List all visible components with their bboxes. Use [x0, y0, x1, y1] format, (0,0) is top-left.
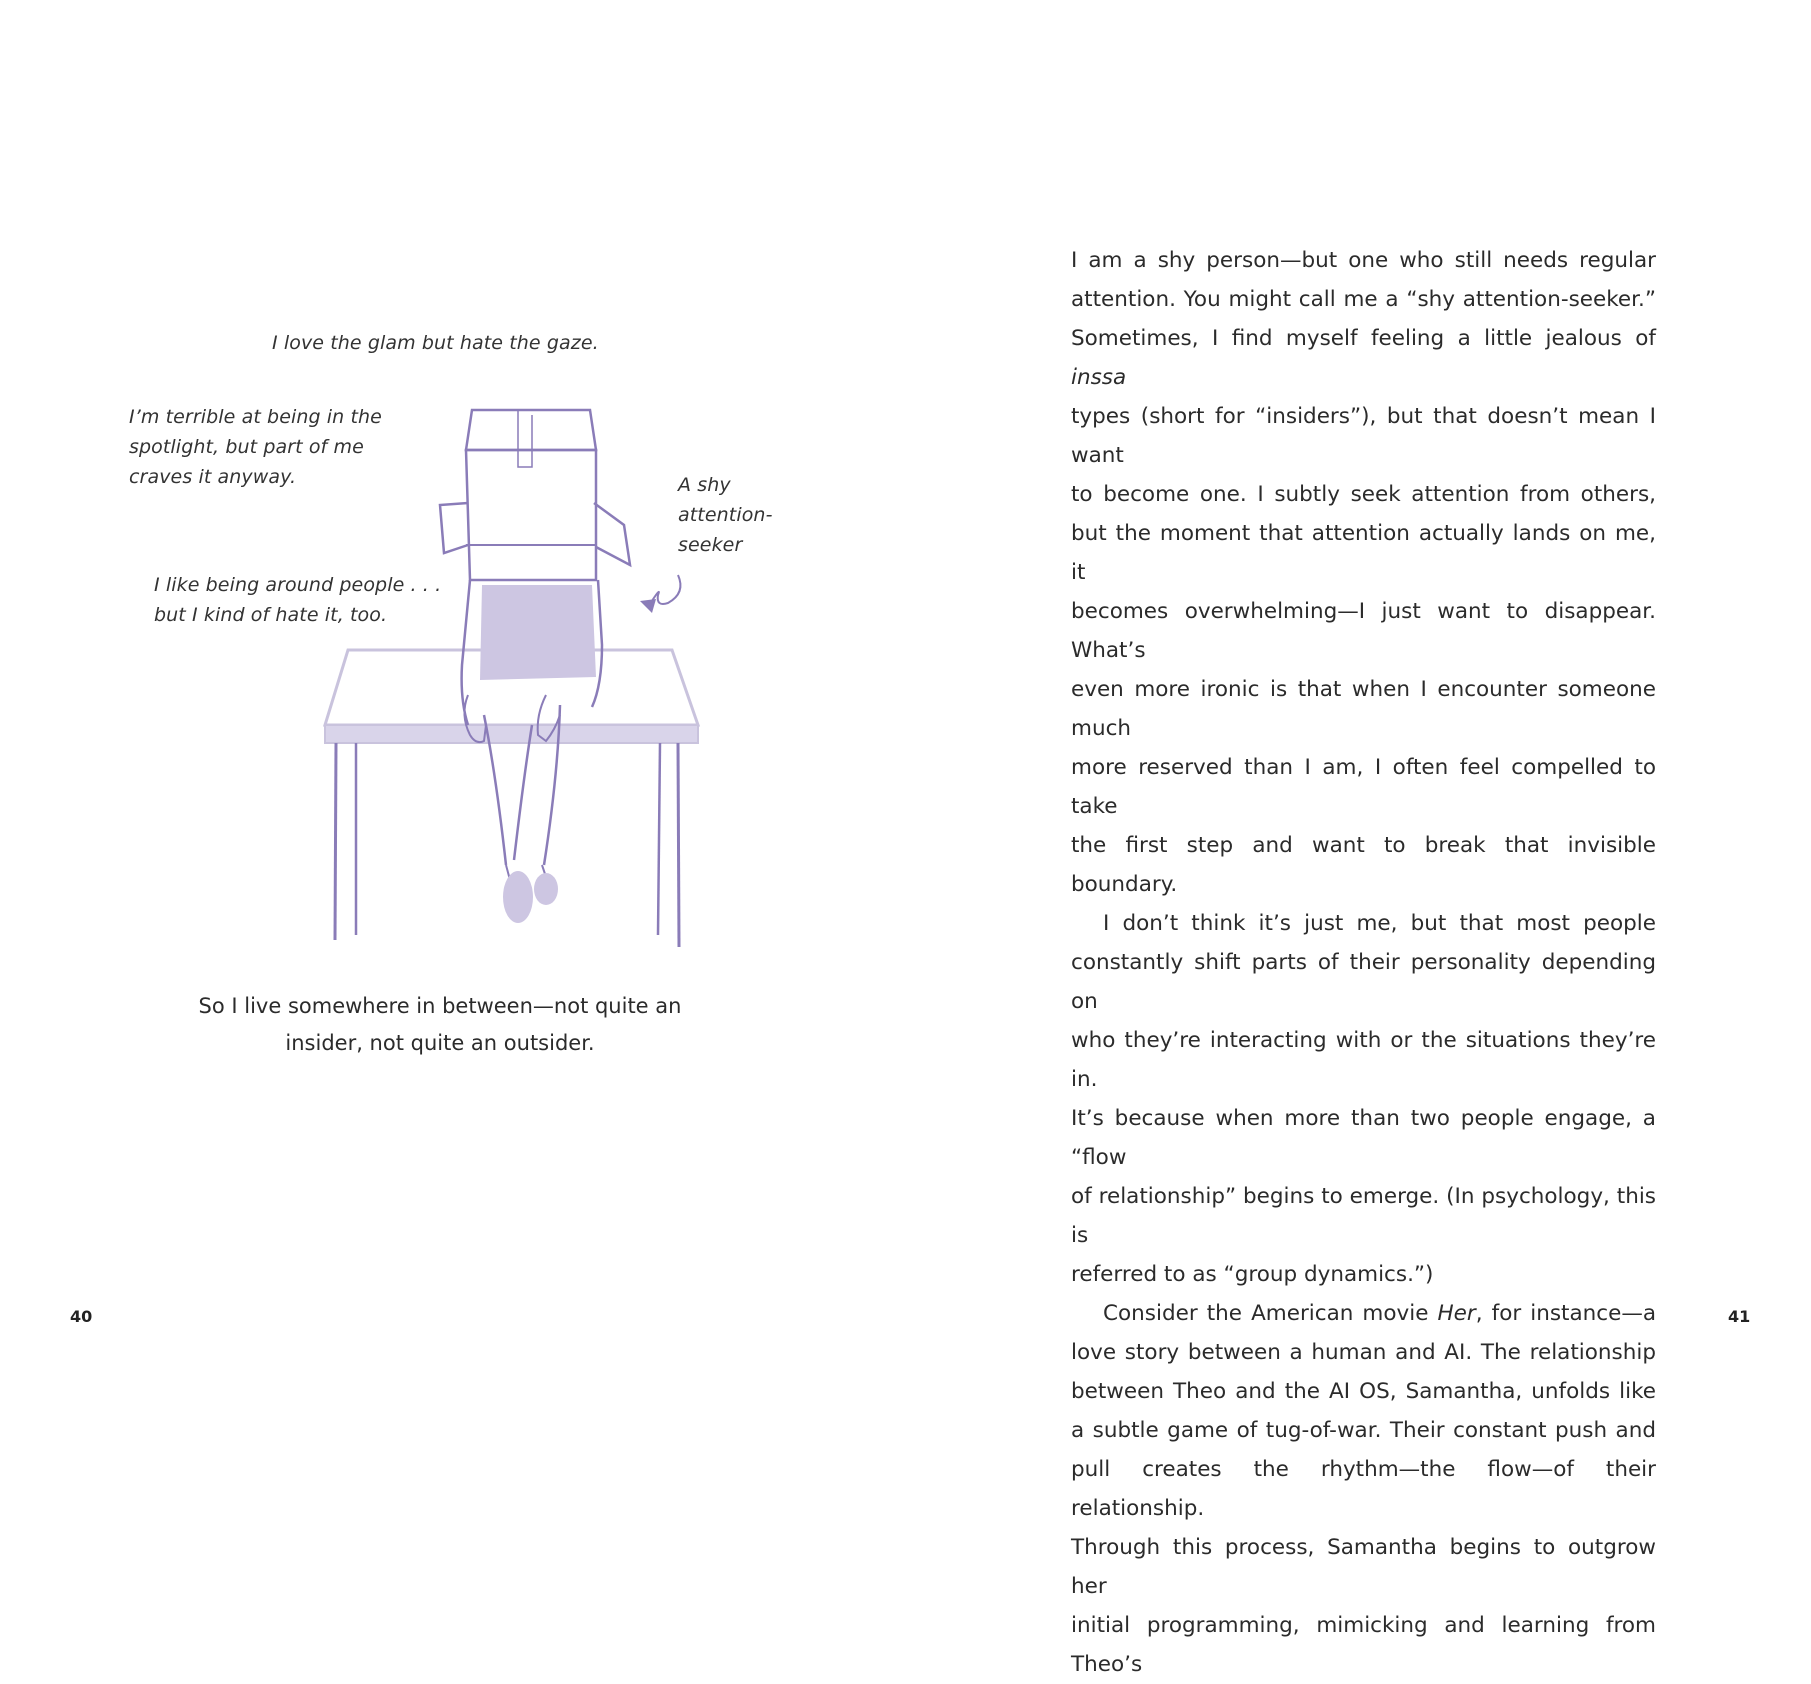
left-page [0, 0, 905, 1399]
caption-line: but I kind of hate it, too. [154, 604, 388, 626]
body-line: even more ironic is that when I encounter someone much [1071, 677, 1656, 741]
body-line: attention. You might call me a “shy attention-seeker.” [1071, 287, 1656, 312]
body-line: Through this process, Samantha begins to outgrow her [1071, 1535, 1656, 1599]
italic-term: Her [1437, 1301, 1476, 1326]
caption-line: insider, not quite an outsider. [285, 1031, 595, 1055]
caption-line: I like being around people . . . [154, 574, 442, 596]
body-line [1071, 1294, 1656, 1333]
body-line: of relationship” begins to emerge. (In psychology, this is [1071, 1184, 1656, 1248]
cardboard-box-head [440, 410, 630, 580]
caption-glam-gaze: I love the glam but hate the gaze. [272, 332, 599, 354]
body-line: between Theo and the AI OS, Samantha, unfolds like [1071, 1379, 1656, 1404]
text-segment: Consider the American movie [1103, 1301, 1438, 1326]
caption-line: So I live somewhere in between—not quite an [198, 994, 682, 1018]
body-line: types (short for “insiders”), but that doesn’t mean I want [1071, 404, 1656, 468]
body-line: love story between a human and AI. The relationship [1071, 1340, 1656, 1365]
body-line: but the moment that attention actually lands on me, it [1071, 521, 1656, 585]
body-line: more reserved than I am, I often feel compelled to take [1071, 755, 1656, 819]
body-line: who they’re interacting with or the situations they’re in. [1071, 1028, 1656, 1092]
body-line [1071, 319, 1656, 397]
caption-line: craves it anyway. [129, 466, 297, 488]
body-line: referred to as “group dynamics.”) [1071, 1262, 1434, 1287]
caption-line: A shy [678, 474, 731, 496]
person [462, 580, 602, 923]
body-line: initial programming, mimicking and learning from Theo’s [1071, 1613, 1656, 1677]
italic-term: inssa [1071, 365, 1127, 390]
body-line: a subtle game of tug-of-war. Their constant push and [1071, 1418, 1656, 1443]
body-line: constantly shift parts of their personality depending on [1071, 950, 1656, 1014]
illustration-box-head-person-on-table [300, 395, 720, 965]
body-line: It’s because when more than two people engage, a “flow [1071, 1106, 1656, 1170]
body-line: I am a shy person—but one who still needs regular [1071, 248, 1656, 273]
caption-line: spotlight, but part of me [129, 436, 364, 458]
arrow-head-icon [640, 599, 656, 613]
page-number: 41 [1728, 1307, 1751, 1326]
body-line: pull creates the rhythm—the flow—of their relationship. [1071, 1457, 1656, 1521]
body-line: to become one. I subtly seek attention from others, [1071, 482, 1656, 507]
body-text [1071, 241, 1656, 1684]
caption-line: seeker [678, 534, 743, 556]
text-segment: , for instance—a [1475, 1301, 1657, 1326]
illustration-caption [170, 988, 710, 1062]
body-line: I don’t think it’s just me, but that most people [1103, 911, 1656, 936]
caption-line: attention- [678, 504, 773, 526]
body-line: the first step and want to break that invisible boundary. [1071, 833, 1656, 897]
body-line: becomes overwhelming—I just want to disappear. What’s [1071, 599, 1656, 663]
caption-line: I’m terrible at being in the [129, 406, 382, 428]
text-segment: Sometimes, I find myself feeling a little jealous of [1071, 326, 1656, 351]
page-number: 40 [70, 1307, 93, 1326]
